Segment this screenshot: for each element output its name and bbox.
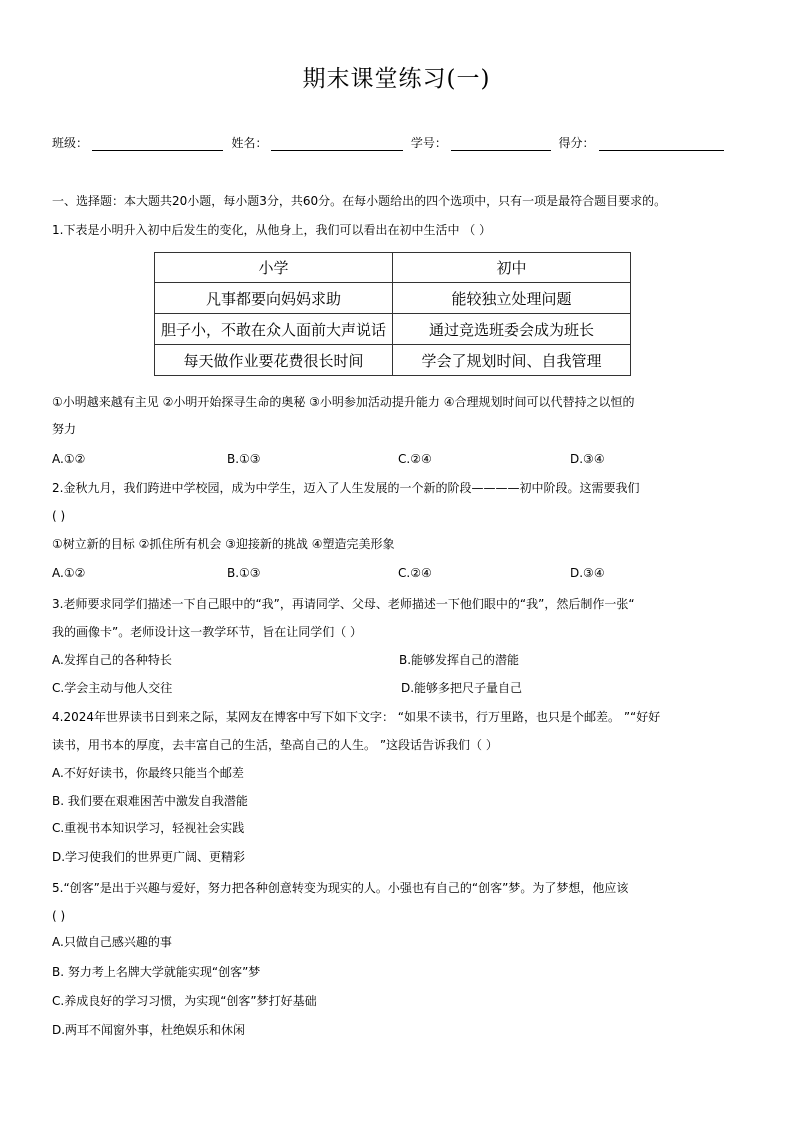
q5-option-b[interactable]: B. 努力考上名牌大学就能实现“创客”梦 [52, 965, 261, 979]
class-label: 班级： [52, 136, 89, 150]
q2-option-d[interactable]: D.③④ [570, 566, 605, 580]
q3-stem-cont: 我的画像卡”。老师设计这一教学环节，旨在让同学们（ ） [52, 625, 363, 639]
q5-stem-cont: ( ) [52, 909, 66, 923]
q2-stem: 2.金秋九月，我们跨进中学校园，成为中学生，迈入了人生发展的一个新的阶段————初中阶段。这需要我们 [52, 481, 640, 495]
q1-option-c[interactable]: C.②④ [398, 452, 432, 466]
q5-stem: 5.“创客”是出于兴趣与爱好，努力把各种创意转变为现实的人。小强也有自己的“创客”梦。为了梦想，他应该 [52, 881, 629, 895]
score-blank[interactable] [599, 138, 724, 151]
q2-option-b[interactable]: B.①③ [227, 566, 261, 580]
table-cell: 每天做作业要花费很长时间 [155, 345, 393, 376]
table-cell: 学会了规划时间、自我管理 [393, 345, 631, 376]
q4-option-b[interactable]: B. 我们要在艰难困苦中激发自我潜能 [52, 794, 248, 808]
q3-option-a[interactable]: A.发挥自己的各种特长 [52, 653, 172, 667]
table-header-cell: 初中 [393, 253, 631, 283]
q1-option-a[interactable]: A.①② [52, 452, 86, 466]
student-info-row [52, 131, 732, 151]
student-id-blank[interactable] [451, 138, 551, 151]
q5-option-c[interactable]: C.养成良好的学习习惯，为实现“创客”梦打好基础 [52, 994, 317, 1008]
name-label: 姓名： [231, 136, 268, 150]
table-header-row [155, 253, 631, 283]
q4-stem: 4.2024年世界读书日到来之际，某网友在博客中写下如下文字： “如果不读书，行万里路，也只是个邮差。 ”“好好 [52, 710, 661, 724]
student-id-label: 学号： [410, 136, 447, 150]
q1-statements-cont: 努力 [52, 422, 77, 436]
q1-option-b[interactable]: B.①③ [227, 452, 261, 466]
q4-stem-cont: 读书，用书本的厚度，去丰富自己的生活，垫高自己的人生。 ”这段话告诉我们（ ） [52, 738, 498, 752]
q3-option-b[interactable]: B.能够发挥自己的潜能 [399, 653, 520, 667]
q1-statements: ①小明越来越有主见 ②小明开始探寻生命的奥秘 ③小明参加活动提升能力 ④合理规划时间可以代替持之以恒的 [52, 395, 635, 409]
table-cell: 通过竞选班委会成为班长 [393, 314, 631, 345]
table-row [155, 345, 631, 376]
table-row [155, 283, 631, 314]
q5-option-a[interactable]: A.只做自己感兴趣的事 [52, 935, 172, 949]
table-header-cell: 小学 [155, 253, 393, 283]
q4-option-d[interactable]: D.学习使我们的世界更广阔、更精彩 [52, 850, 246, 864]
q3-option-d[interactable]: D.能够多把尺子量自己 [401, 681, 523, 695]
table-row [155, 314, 631, 345]
q2-option-c[interactable]: C.②④ [398, 566, 432, 580]
q5-option-d[interactable]: D.两耳不闻窗外事，杜绝娱乐和休闲 [52, 1023, 246, 1037]
q2-option-a[interactable]: A.①② [52, 566, 86, 580]
q4-option-c[interactable]: C.重视书本知识学习，轻视社会实践 [52, 821, 245, 835]
table-cell: 胆子小，不敢在众人面前大声说话 [155, 314, 393, 345]
q1-option-d[interactable]: D.③④ [570, 452, 605, 466]
q1-comparison-table [154, 252, 631, 376]
score-label: 得分： [558, 136, 595, 150]
name-blank[interactable] [271, 138, 402, 151]
q2-stem-cont: ( ) [52, 509, 66, 523]
table-cell: 能较独立处理问题 [393, 283, 631, 314]
q1-stem: 1.下表是小明升入初中后发生的变化，从他身上，我们可以看出在初中生活中 （ ） [52, 223, 492, 237]
section-header: 一、选择题：本大题共20小题，每小题3分，共60分。在每小题给出的四个选项中，只有一项是最符合题目要求的。 [52, 194, 667, 208]
table-cell: 凡事都要向妈妈求助 [155, 283, 393, 314]
class-blank[interactable] [92, 138, 223, 151]
q3-option-c[interactable]: C.学会主动与他人交往 [52, 681, 173, 695]
q2-statements: ①树立新的目标 ②抓住所有机会 ③迎接新的挑战 ④塑造完美形象 [52, 537, 395, 551]
page-title: 期末课堂练习(一) [302, 66, 491, 92]
q3-stem: 3.老师要求同学们描述一下自己眼中的“我”，再请同学、父母、老师描述一下他们眼中的“我”，然后制作一张“ [52, 597, 635, 611]
q4-option-a[interactable]: A.不好好读书，你最终只能当个邮差 [52, 766, 244, 780]
